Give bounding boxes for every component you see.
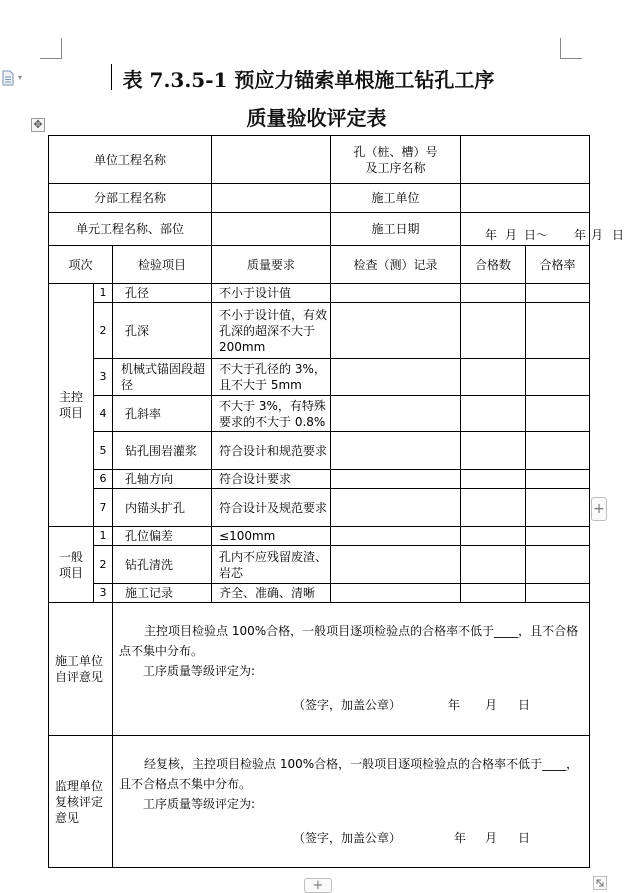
row-number: 5 bbox=[94, 432, 113, 470]
quality-requirement: 符合设计及规范要求 bbox=[212, 489, 331, 527]
row-number: 2 bbox=[94, 303, 113, 359]
table-row bbox=[49, 284, 590, 303]
quality-requirement: 孔内不应残留废渣、岩芯 bbox=[212, 546, 331, 584]
quality-requirement: 齐全、准确、清晰 bbox=[212, 584, 331, 603]
inspection-item: 孔轴方向 bbox=[113, 470, 212, 489]
date-month-end: 月 bbox=[591, 228, 604, 242]
supervisor-review-sign: （签字，加盖公章） bbox=[293, 831, 402, 845]
row-number: 3 bbox=[94, 584, 113, 603]
main-control-label: 主控 项目 bbox=[49, 284, 94, 527]
element-project-value[interactable] bbox=[212, 213, 331, 246]
acceptance-form-table bbox=[48, 135, 625, 868]
quality-requirement: 不小于设计值，有效孔深的超深不大于 200mm bbox=[212, 303, 331, 359]
unit-project-value[interactable] bbox=[212, 136, 331, 184]
supervisor-review-grade: 工序质量等级评定为: bbox=[143, 797, 256, 811]
unit-project-label: 单位工程名称 bbox=[49, 136, 212, 184]
count-cell[interactable] bbox=[461, 584, 526, 603]
page-subtitle: 质量验收评定表 bbox=[246, 106, 387, 130]
supervisor-review-row bbox=[49, 736, 590, 868]
table-row bbox=[49, 584, 590, 603]
table-row bbox=[49, 470, 590, 489]
rate-cell[interactable] bbox=[526, 359, 590, 396]
table-row bbox=[49, 359, 590, 396]
inspection-item: 施工记录 bbox=[113, 584, 212, 603]
col-qualified-rate: 合格率 bbox=[526, 246, 590, 284]
row-number: 2 bbox=[94, 546, 113, 584]
self-evaluation-day: 日 bbox=[518, 698, 531, 712]
inspection-item: 钻孔围岩灌浆 bbox=[113, 432, 212, 470]
inspection-item: 内锚头扩孔 bbox=[113, 489, 212, 527]
count-cell[interactable] bbox=[461, 359, 526, 396]
record-cell[interactable] bbox=[331, 432, 461, 470]
self-evaluation-month: 月 bbox=[485, 698, 498, 712]
date-day-end: 日 bbox=[612, 228, 625, 242]
quality-requirement: ≤100mm bbox=[212, 527, 331, 546]
header-row-unit bbox=[49, 136, 590, 184]
table-row bbox=[49, 546, 590, 584]
table-row bbox=[49, 432, 590, 470]
row-number: 4 bbox=[94, 396, 113, 432]
quality-requirement: 不小于设计值 bbox=[212, 284, 331, 303]
hole-value[interactable] bbox=[461, 136, 590, 184]
date-year-end: 年 bbox=[574, 228, 587, 242]
rate-cell[interactable] bbox=[526, 470, 590, 489]
page-title: 表 7.3.5-1 预应力锚索单根施工钻孔工序 bbox=[122, 68, 495, 92]
col-qualified-count: 合格数 bbox=[461, 246, 526, 284]
crop-mark-top-left-v bbox=[61, 38, 62, 59]
col-requirement: 质量要求 bbox=[212, 246, 331, 284]
supervisor-review-content[interactable] bbox=[113, 736, 590, 868]
row-number: 3 bbox=[94, 359, 113, 396]
table-row bbox=[49, 489, 590, 527]
row-number: 1 bbox=[94, 527, 113, 546]
row-number: 7 bbox=[94, 489, 113, 527]
rate-cell[interactable] bbox=[526, 489, 590, 527]
supervisor-review-label: 监理单位复核评定意见 bbox=[49, 736, 113, 868]
count-cell[interactable] bbox=[461, 396, 526, 432]
rate-cell[interactable] bbox=[526, 584, 590, 603]
inspection-item: 孔斜率 bbox=[113, 396, 212, 432]
dropdown-arrow-icon[interactable]: ▾ bbox=[18, 73, 23, 82]
table-move-icon[interactable]: ✥ bbox=[31, 118, 45, 132]
record-cell[interactable] bbox=[331, 527, 461, 546]
crop-mark-top-left-h bbox=[40, 58, 62, 59]
table-row bbox=[49, 396, 590, 432]
count-cell[interactable] bbox=[461, 284, 526, 303]
supervisor-review-year: 年 bbox=[454, 831, 467, 845]
crop-mark-top-right-h bbox=[560, 58, 582, 59]
inspection-item: 机械式锚固段超径 bbox=[113, 359, 212, 396]
count-cell[interactable] bbox=[461, 470, 526, 489]
self-evaluation-year: 年 bbox=[448, 698, 461, 712]
rate-cell[interactable] bbox=[526, 527, 590, 546]
count-cell[interactable] bbox=[461, 303, 526, 359]
date-year-start: 年 bbox=[485, 228, 498, 242]
table-row bbox=[49, 527, 590, 546]
crop-mark-top-right-v bbox=[560, 38, 561, 59]
date-month-start: 月 bbox=[505, 228, 518, 242]
branch-project-value[interactable] bbox=[212, 184, 331, 213]
count-cell[interactable] bbox=[461, 527, 526, 546]
count-cell[interactable] bbox=[461, 432, 526, 470]
quality-requirement: 符合设计要求 bbox=[212, 470, 331, 489]
col-category: 项次 bbox=[49, 246, 113, 284]
supervisor-review-day: 日 bbox=[518, 831, 531, 845]
rate-cell[interactable] bbox=[526, 303, 590, 359]
self-evaluation-sign: （签字，加盖公章） bbox=[293, 698, 402, 712]
self-evaluation-text: 主控项目检验点 100%合格，一般项目逐项检验点的合格率不低于____，且不合格点不集中分布。 bbox=[119, 624, 579, 658]
construction-unit-label: 施工单位 bbox=[331, 184, 461, 213]
header-row-branch bbox=[49, 184, 590, 213]
add-row-button[interactable]: + bbox=[304, 878, 332, 893]
rate-cell[interactable] bbox=[526, 284, 590, 303]
count-cell[interactable] bbox=[461, 489, 526, 527]
inspection-item: 钻孔清洗 bbox=[113, 546, 212, 584]
date-day-start: 日～ bbox=[524, 228, 549, 242]
branch-project-label: 分部工程名称 bbox=[49, 184, 212, 213]
record-cell[interactable] bbox=[331, 359, 461, 396]
self-evaluation-grade: 工序质量等级评定为: bbox=[143, 664, 256, 678]
self-evaluation-row bbox=[49, 603, 590, 736]
self-evaluation-label: 施工单位自评意见 bbox=[49, 603, 113, 736]
inspection-item: 孔深 bbox=[113, 303, 212, 359]
construction-unit-value[interactable] bbox=[461, 184, 590, 213]
row-number: 1 bbox=[94, 284, 113, 303]
record-cell[interactable] bbox=[331, 546, 461, 584]
add-column-button[interactable]: + bbox=[591, 497, 607, 521]
inspection-item: 孔径 bbox=[113, 284, 212, 303]
col-record: 检查（测）记录 bbox=[331, 246, 461, 284]
resize-icon[interactable] bbox=[593, 876, 607, 890]
column-header-row bbox=[49, 246, 590, 284]
record-cell[interactable] bbox=[331, 470, 461, 489]
construction-date-label: 施工日期 bbox=[331, 213, 461, 246]
element-project-label: 单元工程名称、部位 bbox=[49, 213, 212, 246]
header-row-element bbox=[49, 213, 590, 246]
record-cell[interactable] bbox=[331, 489, 461, 527]
supervisor-review-text: 经复核，主控项目检验点 100%合格，一般项目逐项检验点的合格率不低于____，且不合格点不集中分布。 bbox=[119, 757, 579, 791]
record-cell[interactable] bbox=[331, 396, 461, 432]
count-cell[interactable] bbox=[461, 546, 526, 584]
quality-requirement: 不大于 3%，有特殊要求的不大于 0.8% bbox=[212, 396, 331, 432]
rate-cell[interactable] bbox=[526, 546, 590, 584]
record-cell[interactable] bbox=[331, 284, 461, 303]
row-number: 6 bbox=[94, 470, 113, 489]
col-item: 检验项目 bbox=[113, 246, 212, 284]
supervisor-review-month: 月 bbox=[485, 831, 498, 845]
quality-requirement: 符合设计和规范要求 bbox=[212, 432, 331, 470]
inspection-item: 孔位偏差 bbox=[113, 527, 212, 546]
construction-date-value[interactable] bbox=[461, 213, 625, 246]
rate-cell[interactable] bbox=[526, 396, 590, 432]
record-cell[interactable] bbox=[331, 584, 461, 603]
quality-requirement: 不大于孔径的 3%，且不大于 5mm bbox=[212, 359, 331, 396]
table-row bbox=[49, 303, 590, 359]
record-cell[interactable] bbox=[331, 303, 461, 359]
self-evaluation-content[interactable] bbox=[113, 603, 590, 736]
general-label: 一般 项目 bbox=[49, 527, 94, 603]
rate-cell[interactable] bbox=[526, 432, 590, 470]
hole-label: 孔（桩、槽）号 及工序名称 bbox=[331, 136, 461, 184]
